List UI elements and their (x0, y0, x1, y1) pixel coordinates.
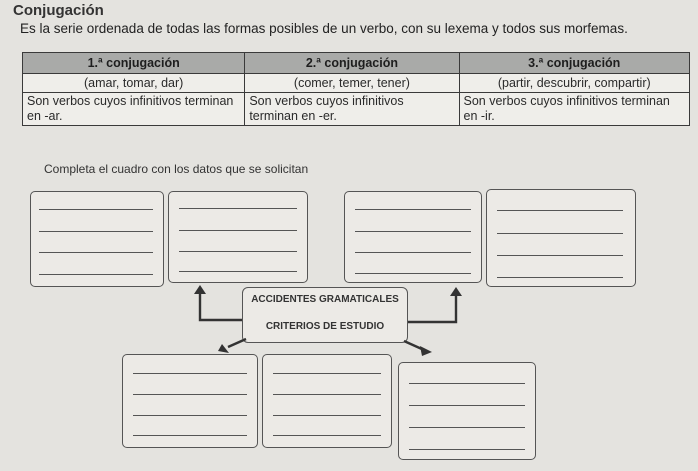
criterios-de-estudio-label: CRITERIOS DE ESTUDIO (265, 321, 385, 332)
header-second-conjugation: 2.ª conjugación (245, 53, 459, 74)
example-third: (partir, descubrir, compartir) (459, 74, 690, 93)
example-second: (comer, temer, tener) (245, 74, 459, 93)
page-title: Conjugación (13, 2, 104, 19)
arrow-down-left-connector (228, 339, 246, 347)
definition-text: Es la serie ordenada de todas las formas posibles de un verbo, con su lexema y todos sus morfemas. (20, 21, 628, 36)
rule-third: Son verbos cuyos infinitivos terminan en -ir. (459, 93, 690, 126)
accidentes-gramaticales-label: ACCIDENTES GRAMATICALES (251, 294, 399, 305)
arrowhead-down-left (218, 344, 229, 353)
arrowhead-up-left (194, 285, 206, 294)
arrow-up-right-connector (408, 296, 456, 322)
rule-second: Son verbos cuyos infinitivos terminan en -er. (245, 93, 459, 126)
arrow-up-left-connector (200, 294, 242, 320)
rule-first: Son verbos cuyos infinitivos terminan en -ar. (23, 93, 245, 126)
header-first-conjugation: 1.ª conjugación (23, 53, 245, 74)
arrowhead-down-right (420, 346, 432, 356)
arrowhead-up-right (450, 287, 462, 296)
instruction-text: Completa el cuadro con los datos que se solicitan (44, 162, 309, 176)
header-third-conjugation: 3.ª conjugación (459, 53, 690, 74)
example-first: (amar, tomar, dar) (23, 74, 245, 93)
